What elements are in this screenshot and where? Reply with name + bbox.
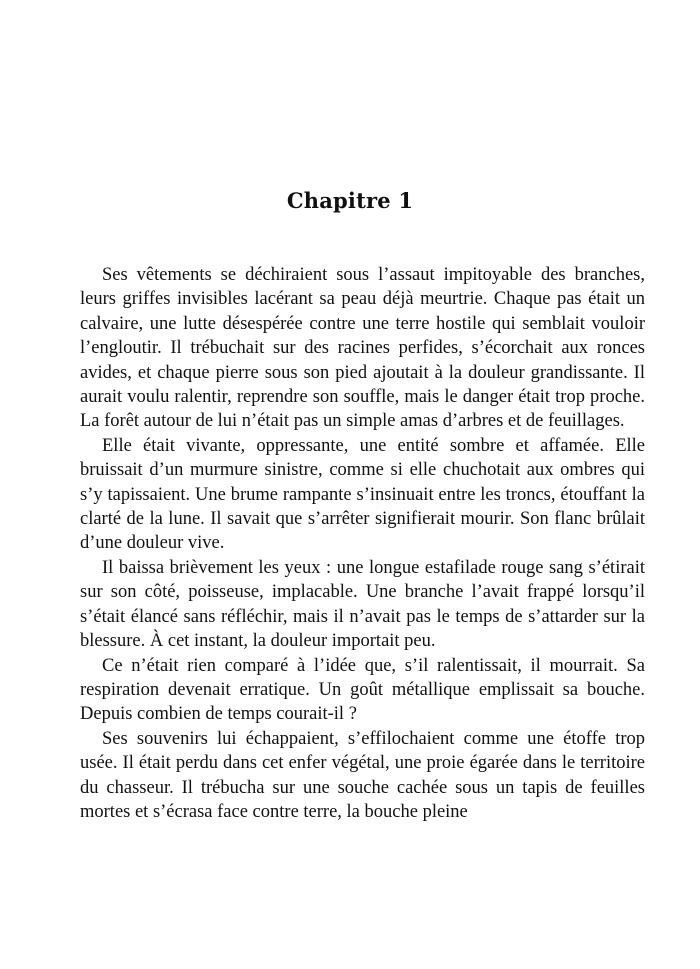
paragraph: Ses vêtements se déchiraient sous l’assaut impitoyable des branches, leurs griffes invisibles lacérant sa peau déjà meurtrie. Chaque pas était un calvaire, une lutte désespérée contre une terre hostile qui semblait vouloir l’engloutir. Il trébuchait sur des racines perfides, s’écorchait aux ronces avides, et chaque pierre sous son pied ajoutait à la douleur grandissante. Il aurait voulu ralentir, reprendre son souffle, mais le danger était trop proche. La forêt autour de lui n’était pas un simple amas d’arbres et de feuillages. <box>80 265 645 432</box>
paragraph: Il baissa brièvement les yeux : une longue estafilade rouge sang s’étirait sur son côté, poisseuse, implacable. Une branche l’avait frappé lorsqu’il s’était élancé sans réfléchir, mais il n’avait pas le temps de s’attarder sur la blessure. À cet instant, la douleur importait peu. <box>80 557 645 652</box>
paragraph: Elle était vivante, oppressante, une entité sombre et affamée. Elle bruissait d’un murmure sinistre, comme si elle chuchotait aux ombres qui s’y tapissaient. Une brume rampante s’insinuait entre les troncs, étouffant la clarté de la lune. Il savait que s’arrêter signifierait mourir. Son flanc brûlait d’une douleur vive. <box>80 435 645 554</box>
chapter-title: Chapitre 1 <box>286 188 414 213</box>
paragraph: Ses souvenirs lui échappaient, s’effilochaient comme une étoffe trop usée. Il était perdu dans cet enfer végétal, une proie égarée dans le territoire du chasseur. Il trébucha sur une souche cachée sous un tapis de feuilles mortes et s’écrasa face contre terre, la bouche pleine <box>80 728 645 822</box>
chapter-body <box>80 263 645 824</box>
paragraph: Ce n’était rien comparé à l’idée que, s’il ralentissait, il mourrait. Sa respiration devenait erratique. Un goût métallique emplissait sa bouche. Depuis combien de temps courait-il ? <box>80 655 645 725</box>
